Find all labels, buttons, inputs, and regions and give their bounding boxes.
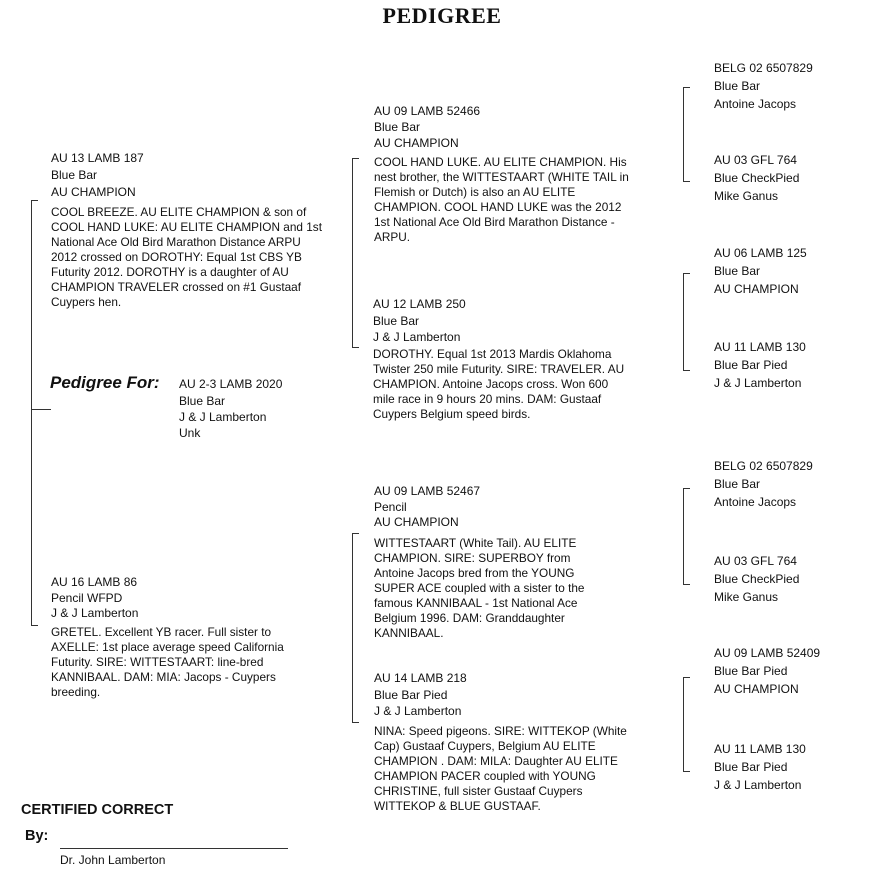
bracket-dam	[352, 533, 359, 723]
grandparent-block	[374, 102, 634, 245]
great-grandparent-block	[714, 552, 799, 606]
gg-band: AU 11 LAMB 130	[714, 340, 806, 354]
by-label: By:	[25, 828, 49, 844]
gg-color: Blue Bar	[714, 264, 761, 278]
sire-band: AU 13 LAMB 187	[51, 151, 144, 165]
bracket-sire	[352, 158, 359, 348]
great-grandparent-block	[714, 59, 813, 113]
gg-color: Blue CheckPied	[714, 171, 800, 185]
grandparent-block	[374, 669, 634, 814]
subject-owner: J & J Lamberton	[179, 410, 267, 424]
subject-block	[179, 375, 282, 441]
grandparent-block	[374, 482, 634, 641]
bracket-gen4-4	[683, 677, 690, 772]
bracket-gen1	[31, 200, 38, 626]
gg-owner: J & J Lamberton	[714, 376, 802, 390]
dam-owner: J & J Lamberton	[51, 606, 139, 620]
dam-block	[51, 573, 331, 700]
great-grandparent-block	[714, 338, 806, 392]
grandparent-band: AU 09 LAMB 52466	[374, 104, 481, 118]
grandparent-color: Blue Bar Pied	[374, 688, 448, 702]
gg-owner: AU CHAMPION	[714, 682, 799, 696]
bracket-gen4-1	[683, 87, 690, 182]
grandparent-owner: J & J Lamberton	[374, 704, 462, 718]
gg-owner: J & J Lamberton	[714, 778, 802, 792]
great-grandparent-block	[714, 244, 807, 298]
gg-owner: Mike Ganus	[714, 590, 779, 604]
gg-owner: AU CHAMPION	[714, 282, 799, 296]
connector-gen1	[31, 409, 51, 410]
great-grandparent-block	[714, 740, 806, 794]
gg-band: BELG 02 6507829	[714, 459, 813, 473]
gg-band: AU 09 LAMB 52409	[714, 646, 821, 660]
grandparent-block	[373, 295, 633, 422]
grandparent-owner: AU CHAMPION	[374, 515, 459, 529]
bracket-gen4-3	[683, 488, 690, 585]
sire-description: COOL BREEZE. AU ELITE CHAMPION & son of COOL HAND LUKE: AU ELITE CHAMPION and 1st National Ace Old Bird Marathon Distance ARPU 2012 crossed on DOROTHY: Equal 1st CBS YB Futurity 2012. DOROTHY is a daughter of AU CHAMPION TRAVELER crossed on #1 Gustaaf Cuypers hen.	[51, 205, 322, 309]
gg-color: Blue Bar Pied	[714, 358, 788, 372]
gg-band: AU 03 GFL 764	[714, 153, 797, 167]
gg-color: Blue Bar Pied	[714, 664, 788, 678]
grandparent-color: Blue Bar	[373, 314, 420, 328]
grandparent-band: AU 14 LAMB 218	[374, 671, 467, 685]
grandparent-owner: J & J Lamberton	[373, 330, 461, 344]
gg-color: Blue Bar Pied	[714, 760, 788, 774]
bracket-gen4-2	[683, 273, 690, 371]
page-title: PEDIGREE	[382, 3, 502, 28]
gg-color: Blue Bar	[714, 477, 761, 491]
grandparent-color: Blue Bar	[374, 120, 421, 134]
signature-line	[60, 848, 288, 849]
grandparent-color: Pencil	[374, 500, 407, 514]
subject-color: Blue Bar	[179, 394, 226, 408]
grandparent-description: COOL HAND LUKE. AU ELITE CHAMPION. His nest brother, the WITTESTAART (WHITE TAIL in Flemish or Dutch) is also an AU ELITE CHAMPION. COOL HAND LUKE was the 2012 1st National Ace Old Bird Marathon Distance - ARPU.	[374, 155, 629, 244]
grandparent-description: DOROTHY. Equal 1st 2013 Mardis Oklahoma Twister 250 mile Futurity. SIRE: TRAVELER. AU CHAMPION. Antoine Jacops cross. Won 600 mile race in 9 hours 20 mins. DAM: Gustaaf Cuypers Belgium speed birds.	[373, 347, 625, 421]
subject-note: Unk	[179, 426, 201, 440]
gg-owner: Antoine Jacops	[714, 495, 797, 509]
grandparent-owner: AU CHAMPION	[374, 136, 459, 150]
grandparent-band: AU 09 LAMB 52467	[374, 484, 481, 498]
sire-block	[51, 149, 331, 310]
pedigree-for-label: Pedigree For:	[50, 373, 160, 392]
gg-owner: Mike Ganus	[714, 189, 779, 203]
gg-color: Blue Bar	[714, 79, 761, 93]
dam-band: AU 16 LAMB 86	[51, 575, 138, 589]
gg-owner: Antoine Jacops	[714, 97, 797, 111]
grandparent-description: NINA: Speed pigeons. SIRE: WITTEKOP (White Cap) Gustaaf Cuypers, Belgium AU ELITE CHAMPION . DAM: MILA: Daughter AU ELITE CHAMPION PACER coupled with YOUNG CHRISTINE, full sister Gustaaf Cuypers WITTEKOP & BLUE GUSTAAF.	[374, 724, 627, 813]
sire-owner: AU CHAMPION	[51, 185, 136, 199]
sire-color: Blue Bar	[51, 168, 98, 182]
grandparent-description: WITTESTAART (White Tail). AU ELITE CHAMPION. SIRE: SUPERBOY from Antoine Jacops bred from the YOUNG SUPER ACE coupled with a sister to the famous KANNIBAAL - 1st National Ace Belgium 1996. DAM: Granddaughter KANNIBAAL.	[374, 536, 585, 640]
grandparent-band: AU 12 LAMB 250	[373, 297, 466, 311]
gg-color: Blue CheckPied	[714, 572, 800, 586]
gg-band: BELG 02 6507829	[714, 61, 813, 75]
great-grandparent-block	[714, 151, 799, 205]
certified-heading: CERTIFIED CORRECT	[21, 802, 174, 818]
dam-description: GRETEL. Excellent YB racer. Full sister to AXELLE: 1st place average speed California Futurity. SIRE: WITTESTAART: line-bred KANNIBAAL. DAM: MIA: Jacops - Cuypers breeding.	[51, 625, 284, 699]
dam-color: Pencil WFPD	[51, 591, 123, 605]
subject-band: AU 2-3 LAMB 2020	[179, 377, 283, 391]
gg-band: AU 06 LAMB 125	[714, 246, 807, 260]
signer-name: Dr. John Lamberton	[60, 853, 166, 867]
gg-band: AU 11 LAMB 130	[714, 742, 806, 756]
great-grandparent-block	[714, 644, 820, 698]
great-grandparent-block	[714, 457, 813, 511]
gg-band: AU 03 GFL 764	[714, 554, 797, 568]
